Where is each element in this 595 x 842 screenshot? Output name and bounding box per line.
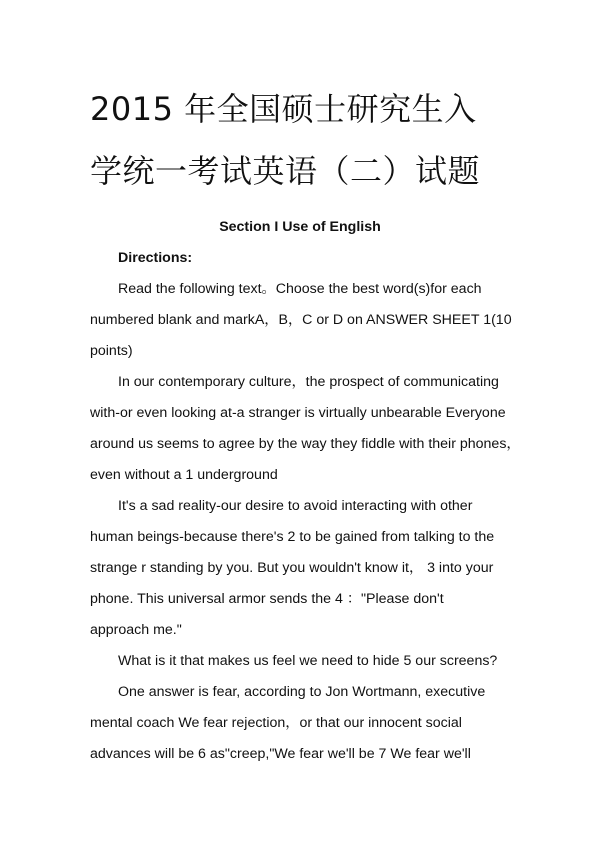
text-line: mental coach We fear rejection，or that our innocent social (90, 715, 462, 731)
paragraph-instructions (90, 274, 510, 367)
text-line: advances will be 6 as"creep,"We fear we'll be 7 We fear we'll (90, 746, 471, 762)
text-line: even without a 1 underground (90, 467, 278, 483)
text-line: Read the following text。Choose the best word(s)for each (118, 281, 482, 297)
text-line: around us seems to agree by the way they fiddle with their phones， (90, 436, 521, 452)
text-line: human beings-because there's 2 to be gained from talking to the (90, 529, 495, 545)
text-line: with-or even looking at-a stranger is virtually unbearable Everyone (90, 405, 506, 421)
text-line: strange r standing by you. But you wouldn't know it， 3 into your (90, 560, 494, 576)
title-line-2: 学统一考试英语（二）试题 (90, 152, 481, 190)
title-line-1: 2015 年全国硕士研究生入 (90, 90, 477, 128)
document-title (90, 78, 520, 202)
text-line: approach me." (90, 622, 182, 638)
directions-label: Directions: (118, 250, 193, 266)
text-line: It's a sad reality-our desire to avoid interacting with other (118, 498, 473, 514)
text-line: phone. This universal armor sends the 4 ："Please don't (90, 591, 444, 607)
paragraph-2 (90, 491, 510, 646)
text-line: In our contemporary culture，the prospect of communicating (118, 374, 499, 390)
paragraph-3 (90, 646, 510, 677)
text-line: One answer is fear, according to Jon Wortmann, executive (118, 684, 486, 700)
text-line: points) (90, 343, 133, 359)
text-line: numbered blank and markA，B，C or D on ANSWER SHEET 1(10 (90, 312, 512, 328)
text-line: What is it that makes us feel we need to hide 5 our screens? (118, 653, 498, 669)
paragraph-4 (90, 677, 510, 770)
paragraph-1 (90, 367, 521, 491)
document-body (90, 212, 521, 770)
section-heading: Section I Use of English (219, 219, 381, 235)
